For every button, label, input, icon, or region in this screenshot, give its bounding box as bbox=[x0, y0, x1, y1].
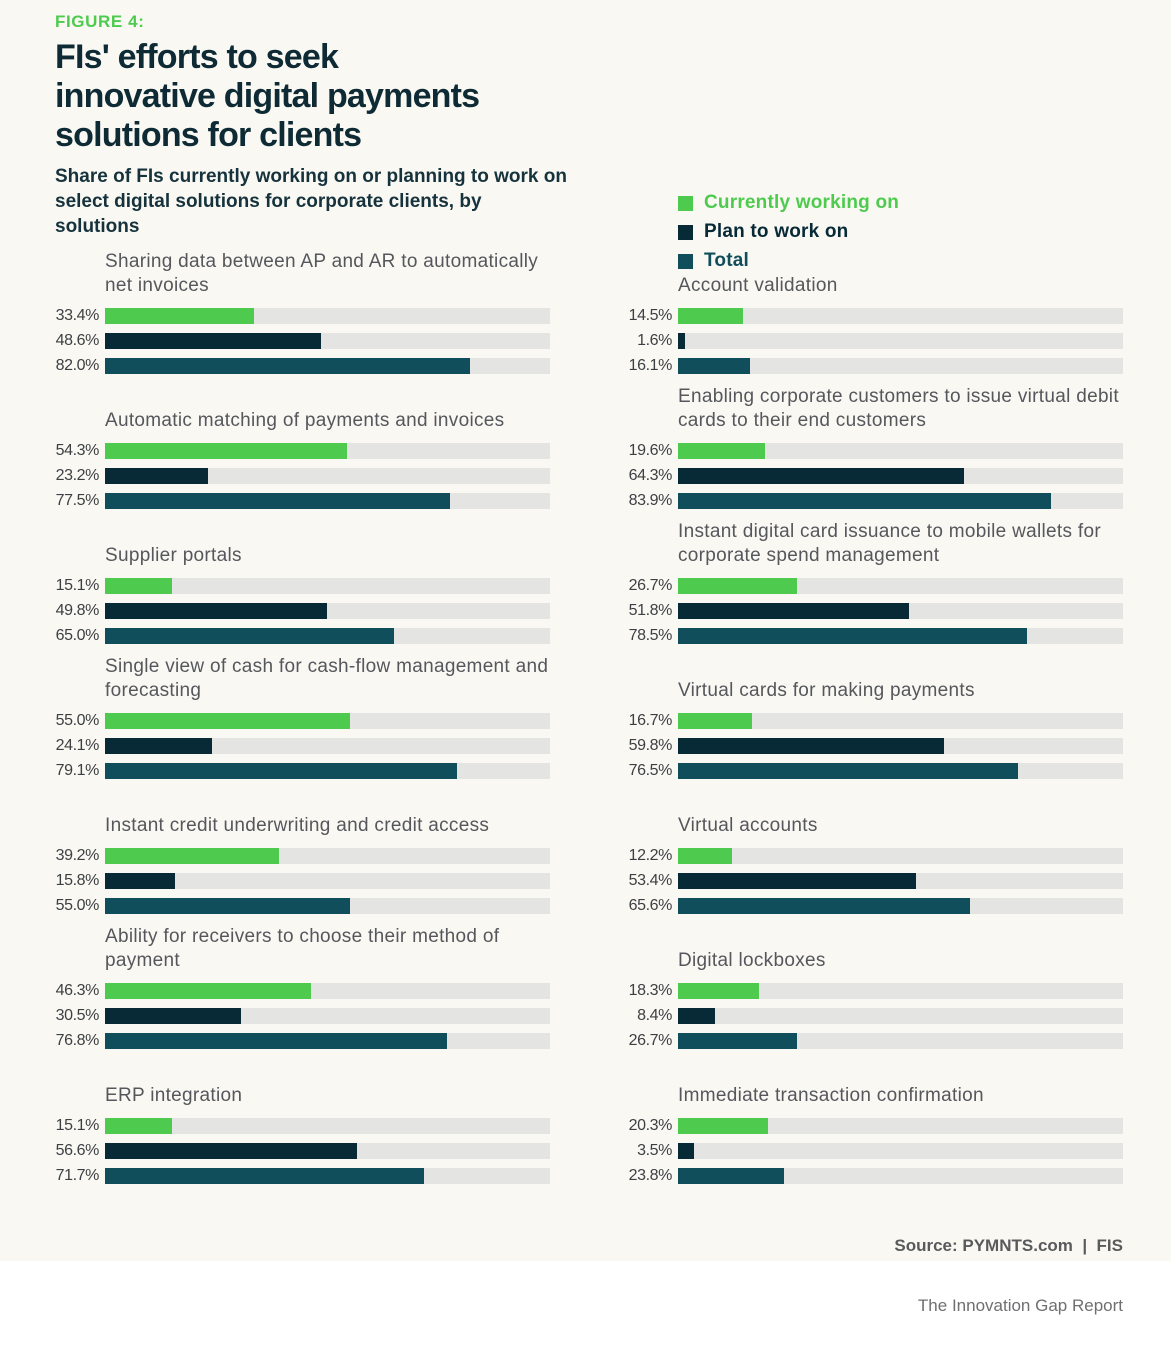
bar-value-label: 59.8% bbox=[628, 737, 672, 754]
chart-group-title: Supplier portals bbox=[105, 545, 242, 566]
bar-fill-plan-to-work-on bbox=[678, 468, 964, 484]
bar-fill-total bbox=[105, 493, 450, 509]
bar-value-label: 76.5% bbox=[628, 762, 672, 779]
bar-row bbox=[628, 737, 1123, 755]
bar-value-label: 19.6% bbox=[628, 442, 672, 459]
chart-group-title: Sharing data between AP and AR to automatically net invoices bbox=[105, 251, 539, 296]
bar-fill-total bbox=[678, 493, 1051, 509]
bar-value-label: 26.7% bbox=[628, 577, 672, 594]
bar-row bbox=[55, 712, 550, 730]
bar-value-label: 54.3% bbox=[55, 442, 99, 459]
chart-group-title: Enabling corporate customers to issue virtual debit cards to their end customers bbox=[678, 386, 1119, 431]
bar-fill-plan-to-work-on bbox=[105, 738, 212, 754]
bar-row bbox=[628, 762, 1123, 780]
bar-value-label: 14.5% bbox=[628, 307, 672, 324]
bar-value-label: 82.0% bbox=[55, 357, 99, 374]
title-line-1: FIs' efforts to seek bbox=[55, 38, 339, 76]
bar-fill-total bbox=[678, 898, 970, 914]
bar-value-label: 20.3% bbox=[628, 1117, 672, 1134]
title-line-2: innovative digital payments bbox=[55, 77, 480, 115]
bar-track bbox=[678, 1033, 1123, 1049]
chart-group bbox=[628, 520, 1123, 645]
bar-track bbox=[678, 493, 1123, 509]
bar-track bbox=[105, 873, 550, 889]
bar-track bbox=[105, 628, 550, 644]
bar-track bbox=[678, 848, 1123, 864]
bar-fill-total bbox=[678, 1168, 784, 1184]
bar-track bbox=[105, 1033, 550, 1049]
bar-fill-plan-to-work-on bbox=[105, 603, 327, 619]
bar-value-label: 78.5% bbox=[628, 627, 672, 644]
bar-fill-currently-working-on bbox=[105, 443, 347, 459]
bar-row bbox=[628, 442, 1123, 460]
chart-group bbox=[628, 679, 1123, 780]
legend-swatch-currently-working-on bbox=[678, 196, 693, 211]
page-title bbox=[55, 38, 479, 155]
legend-label-total: Total bbox=[704, 250, 749, 271]
chart-group-title: Instant credit underwriting and credit access bbox=[105, 815, 490, 836]
bar-value-label: 23.8% bbox=[628, 1167, 672, 1184]
bar-row bbox=[628, 467, 1123, 485]
bar-row bbox=[628, 897, 1123, 915]
bar-row bbox=[55, 1117, 550, 1135]
bar-track bbox=[105, 848, 550, 864]
figure-label: FIGURE 4: bbox=[55, 12, 145, 31]
bar-value-label: 56.6% bbox=[55, 1142, 99, 1159]
chart-group bbox=[628, 385, 1123, 510]
bar-track bbox=[678, 898, 1123, 914]
footer-source-line: Source: PYMNTS.com | FIS bbox=[894, 1236, 1123, 1255]
bar-row bbox=[628, 1167, 1123, 1185]
legend-swatch-total bbox=[678, 254, 693, 269]
chart-subtitle: Share of FIs currently working on or planning to work on select digital solutions for corporate clients, by solutions bbox=[55, 166, 567, 237]
bar-row bbox=[55, 897, 550, 915]
bar-track bbox=[678, 308, 1123, 324]
chart-group bbox=[55, 409, 550, 510]
bar-fill-plan-to-work-on bbox=[105, 1143, 357, 1159]
bar-fill-total bbox=[105, 898, 350, 914]
legend-swatch-plan-to-work-on bbox=[678, 225, 693, 240]
bar-row bbox=[55, 1032, 550, 1050]
bar-row bbox=[628, 1117, 1123, 1135]
bar-value-label: 48.6% bbox=[55, 332, 99, 349]
chart-group bbox=[55, 925, 550, 1050]
chart-column-right bbox=[628, 270, 1123, 1185]
bar-value-label: 83.9% bbox=[628, 492, 672, 509]
bar-fill-plan-to-work-on bbox=[678, 738, 944, 754]
bar-track bbox=[678, 983, 1123, 999]
bar-track bbox=[678, 713, 1123, 729]
bar-value-label: 79.1% bbox=[55, 762, 99, 779]
bar-row bbox=[55, 492, 550, 510]
bar-fill-plan-to-work-on bbox=[105, 468, 208, 484]
bar-value-label: 55.0% bbox=[55, 712, 99, 729]
bar-fill-currently-working-on bbox=[678, 308, 743, 324]
bar-track bbox=[678, 578, 1123, 594]
bar-row bbox=[628, 307, 1123, 325]
footer bbox=[894, 1200, 1123, 1352]
bar-fill-plan-to-work-on bbox=[105, 333, 321, 349]
bar-row bbox=[628, 1007, 1123, 1025]
chart-group bbox=[55, 544, 550, 645]
bar-value-label: 16.7% bbox=[628, 712, 672, 729]
bar-value-label: 71.7% bbox=[55, 1167, 99, 1184]
bar-fill-total bbox=[105, 1033, 447, 1049]
bar-track bbox=[678, 443, 1123, 459]
chart-group-title: Single view of cash for cash-flow management and forecasting bbox=[105, 656, 549, 701]
bar-fill-plan-to-work-on bbox=[678, 1143, 694, 1159]
bar-fill-plan-to-work-on bbox=[105, 1008, 241, 1024]
bar-row bbox=[628, 602, 1123, 620]
bar-fill-total bbox=[678, 358, 750, 374]
bar-track bbox=[105, 308, 550, 324]
bar-track bbox=[678, 628, 1123, 644]
bar-fill-currently-working-on bbox=[678, 983, 759, 999]
bar-row bbox=[55, 602, 550, 620]
bar-value-label: 18.3% bbox=[628, 982, 672, 999]
chart-group-title: Automatic matching of payments and invoices bbox=[105, 410, 505, 431]
bar-fill-currently-working-on bbox=[105, 848, 279, 864]
bar-track bbox=[678, 873, 1123, 889]
bar-track bbox=[678, 1168, 1123, 1184]
bar-track bbox=[105, 493, 550, 509]
bar-fill-plan-to-work-on bbox=[678, 873, 916, 889]
bar-track bbox=[105, 763, 550, 779]
legend-label-currently-working-on: Currently working on bbox=[704, 192, 900, 213]
bar-track bbox=[678, 603, 1123, 619]
bar-track bbox=[678, 738, 1123, 754]
bar-row bbox=[55, 982, 550, 1000]
bar-row bbox=[628, 332, 1123, 350]
bar-row bbox=[55, 332, 550, 350]
bar-row bbox=[55, 577, 550, 595]
bar-track bbox=[105, 898, 550, 914]
bar-value-label: 1.6% bbox=[637, 332, 672, 349]
bar-row bbox=[628, 357, 1123, 375]
bar-fill-total bbox=[678, 628, 1027, 644]
bar-fill-currently-working-on bbox=[105, 983, 311, 999]
bar-track bbox=[105, 1118, 550, 1134]
legend bbox=[678, 192, 899, 272]
legend-item-plan-to-work-on bbox=[678, 221, 899, 243]
bar-fill-currently-working-on bbox=[678, 578, 797, 594]
chart-group-title: ERP integration bbox=[105, 1085, 243, 1106]
bar-fill-total bbox=[678, 763, 1018, 779]
bar-row bbox=[55, 1167, 550, 1185]
bar-fill-plan-to-work-on bbox=[105, 873, 175, 889]
bar-track bbox=[105, 468, 550, 484]
bar-track bbox=[105, 983, 550, 999]
bar-track bbox=[105, 358, 550, 374]
bar-row bbox=[628, 982, 1123, 1000]
bar-value-label: 24.1% bbox=[55, 737, 99, 754]
bar-track bbox=[105, 1168, 550, 1184]
bar-row bbox=[55, 847, 550, 865]
bar-track bbox=[105, 333, 550, 349]
bar-fill-total bbox=[105, 358, 470, 374]
bar-row bbox=[628, 847, 1123, 865]
bar-fill-currently-working-on bbox=[105, 713, 350, 729]
bar-fill-plan-to-work-on bbox=[678, 1008, 715, 1024]
bar-row bbox=[628, 577, 1123, 595]
bar-track bbox=[105, 738, 550, 754]
bar-fill-currently-working-on bbox=[678, 713, 752, 729]
bar-row bbox=[55, 872, 550, 890]
bar-value-label: 26.7% bbox=[628, 1032, 672, 1049]
bar-fill-currently-working-on bbox=[678, 1118, 768, 1134]
bar-track bbox=[105, 1008, 550, 1024]
bar-row bbox=[628, 492, 1123, 510]
chart-group bbox=[628, 949, 1123, 1050]
bar-fill-plan-to-work-on bbox=[678, 333, 685, 349]
bar-row bbox=[55, 307, 550, 325]
chart-group bbox=[55, 814, 550, 915]
bar-row bbox=[55, 762, 550, 780]
chart-group bbox=[628, 274, 1123, 375]
bar-track bbox=[105, 713, 550, 729]
bar-value-label: 39.2% bbox=[55, 847, 99, 864]
bar-value-label: 65.6% bbox=[628, 897, 672, 914]
legend-item-currently-working-on bbox=[678, 192, 899, 214]
chart-group-title: Ability for receivers to choose their method of payment bbox=[105, 926, 500, 971]
bar-row bbox=[55, 442, 550, 460]
bar-fill-currently-working-on bbox=[105, 308, 254, 324]
chart-group bbox=[628, 814, 1123, 915]
bar-value-label: 64.3% bbox=[628, 467, 672, 484]
bar-fill-total bbox=[105, 1168, 424, 1184]
bar-row bbox=[55, 627, 550, 645]
title-line-3: solutions for clients bbox=[55, 116, 362, 154]
bar-row bbox=[55, 1007, 550, 1025]
chart-group-title: Virtual accounts bbox=[678, 815, 818, 836]
chart-group bbox=[55, 250, 550, 375]
bar-row bbox=[55, 1142, 550, 1160]
bar-value-label: 12.2% bbox=[628, 847, 672, 864]
bar-value-label: 15.1% bbox=[55, 577, 99, 594]
chart-group-title: Virtual cards for making payments bbox=[678, 680, 975, 701]
bar-value-label: 53.4% bbox=[628, 872, 672, 889]
bar-row bbox=[628, 712, 1123, 730]
bar-fill-total bbox=[105, 628, 394, 644]
bar-row bbox=[55, 357, 550, 375]
bar-fill-currently-working-on bbox=[105, 578, 172, 594]
chart-group bbox=[55, 1084, 550, 1185]
bar-fill-plan-to-work-on bbox=[678, 603, 909, 619]
bar-track bbox=[105, 1143, 550, 1159]
bar-track bbox=[105, 443, 550, 459]
bar-value-label: 8.4% bbox=[637, 1007, 672, 1024]
bar-value-label: 46.3% bbox=[55, 982, 99, 999]
chart-group-title: Account validation bbox=[678, 275, 838, 296]
bar-value-label: 30.5% bbox=[55, 1007, 99, 1024]
bar-row bbox=[55, 737, 550, 755]
bar-value-label: 51.8% bbox=[628, 602, 672, 619]
chart-column-left bbox=[55, 251, 550, 1185]
bar-track bbox=[105, 603, 550, 619]
bar-fill-currently-working-on bbox=[678, 443, 765, 459]
bar-track bbox=[678, 358, 1123, 374]
bar-value-label: 49.8% bbox=[55, 602, 99, 619]
bar-track bbox=[678, 468, 1123, 484]
chart-group bbox=[628, 1084, 1123, 1185]
legend-label-plan-to-work-on: Plan to work on bbox=[704, 221, 849, 242]
bar-value-label: 76.8% bbox=[55, 1032, 99, 1049]
bar-value-label: 77.5% bbox=[55, 492, 99, 509]
bar-track bbox=[678, 1118, 1123, 1134]
bar-fill-total bbox=[678, 1033, 797, 1049]
bar-fill-total bbox=[105, 763, 457, 779]
bar-track bbox=[678, 1143, 1123, 1159]
bar-row bbox=[628, 627, 1123, 645]
legend-item-total bbox=[678, 250, 899, 272]
bar-track bbox=[678, 333, 1123, 349]
footer-report-line: The Innovation Gap Report bbox=[917, 1296, 1123, 1315]
bar-value-label: 23.2% bbox=[55, 467, 99, 484]
chart-group-title: Instant digital card issuance to mobile wallets for corporate spend management bbox=[678, 521, 1101, 566]
bar-value-label: 15.1% bbox=[55, 1117, 99, 1134]
bar-value-label: 33.4% bbox=[55, 307, 99, 324]
bar-track bbox=[678, 763, 1123, 779]
bar-fill-currently-working-on bbox=[105, 1118, 172, 1134]
bar-value-label: 15.8% bbox=[55, 872, 99, 889]
bar-track bbox=[105, 578, 550, 594]
chart-group-title: Digital lockboxes bbox=[678, 950, 826, 971]
bar-row bbox=[55, 467, 550, 485]
bar-value-label: 3.5% bbox=[637, 1142, 672, 1159]
chart-group bbox=[55, 655, 550, 780]
bar-row bbox=[628, 872, 1123, 890]
chart-group-title: Immediate transaction confirmation bbox=[678, 1085, 984, 1106]
bar-value-label: 55.0% bbox=[55, 897, 99, 914]
bar-row bbox=[628, 1142, 1123, 1160]
bar-track bbox=[678, 1008, 1123, 1024]
bar-value-label: 16.1% bbox=[628, 357, 672, 374]
bar-row bbox=[628, 1032, 1123, 1050]
bar-fill-currently-working-on bbox=[678, 848, 732, 864]
bar-value-label: 65.0% bbox=[55, 627, 99, 644]
